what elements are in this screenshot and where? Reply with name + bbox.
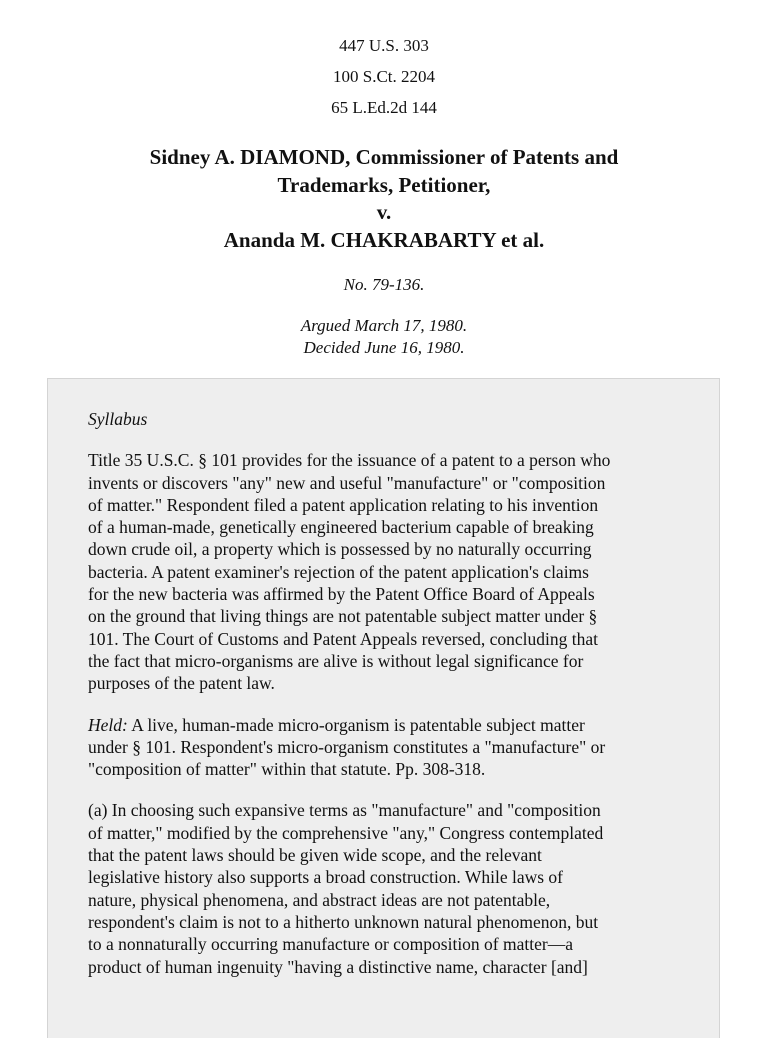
syllabus-content [88, 408, 688, 997]
paragraph-line [88, 714, 688, 736]
paragraph-line: under § 101. Respondent's micro-organism constitutes a "manufacture" or [88, 736, 606, 757]
syllabus-heading: Syllabus [88, 409, 148, 429]
citation-us-reports: 447 U.S. 303 [339, 36, 429, 55]
citation-supreme-court-reporter: 100 S.Ct. 2204 [332, 67, 436, 86]
case-title-line-2: Trademarks, Petitioner, [277, 172, 491, 197]
paragraph-line: (a) In choosing such expansive terms as "manufacture" and "composition [88, 800, 601, 821]
paragraph-line: that the patent laws should be given wide scope, and the relevant [88, 845, 542, 866]
paragraph-line: bacteria. A patent examiner's rejection of the patent application's claims [88, 561, 589, 582]
paragraph-line: of matter." Respondent filed a patent application relating to his invention [88, 494, 599, 515]
argued-date: Argued March 17, 1980. [300, 316, 468, 335]
paragraph-line: of matter," modified by the comprehensive "any," Congress contemplated [88, 822, 604, 843]
case-title-versus: v. [376, 200, 392, 224]
paragraph-line: Title 35 U.S.C. § 101 provides for the issuance of a patent to a person who [88, 450, 611, 471]
paragraph-line: invents or discovers "any" new and useful "manufacture" or "composition [88, 472, 606, 493]
case-title-line-1: Sidney A. DIAMOND, Commissioner of Patents and [149, 145, 619, 169]
paragraph-line: to a nonnaturally occurring manufacture or composition of matter—a [88, 934, 573, 955]
syllabus-panel [47, 378, 720, 1038]
paragraph-line: respondent's claim is not to a hitherto unknown natural phenomenon, but [88, 911, 599, 932]
case-dates [0, 315, 768, 359]
paragraph-line: product of human ingenuity "having a distinctive name, character [and] [88, 956, 588, 977]
paragraph-line: "composition of matter" within that statute. Pp. 308-318. [88, 759, 486, 780]
syllabus-paragraph-facts [88, 449, 688, 694]
docket-number: No. 79-136. [343, 275, 425, 294]
paragraph-line: on the ground that living things are not patentable subject matter under § [88, 606, 598, 627]
paragraph-line: purposes of the patent law. [88, 673, 275, 694]
citation-block [0, 34, 768, 127]
decided-date: Decided June 16, 1980. [303, 338, 465, 357]
syllabus-paragraph-a [88, 799, 688, 977]
held-text: A live, human-made micro-organism is patentable subject matter [127, 714, 585, 735]
paragraph-line: 101. The Court of Customs and Patent Appeals reversed, concluding that [88, 628, 599, 649]
held-label: Held: [88, 714, 128, 735]
paragraph-line: of a human-made, genetically engineered bacterium capable of breaking [88, 517, 594, 538]
citation-lawyers-edition: 65 L.Ed.2d 144 [331, 98, 437, 117]
paragraph-line: nature, physical phenomena, and abstract ideas are not patentable, [88, 889, 551, 910]
paragraph-line: the fact that micro-organisms are alive is without legal significance for [88, 650, 584, 671]
case-title [40, 144, 728, 254]
paragraph-line: legislative history also supports a broad construction. While laws of [88, 867, 564, 888]
paragraph-line: down crude oil, a property which is possessed by no naturally occurring [88, 539, 592, 560]
paragraph-line: for the new bacteria was affirmed by the Patent Office Board of Appeals [88, 584, 595, 605]
syllabus-paragraph-held [88, 714, 688, 781]
case-title-line-3: Ananda M. CHAKRABARTY et al. [223, 227, 545, 252]
